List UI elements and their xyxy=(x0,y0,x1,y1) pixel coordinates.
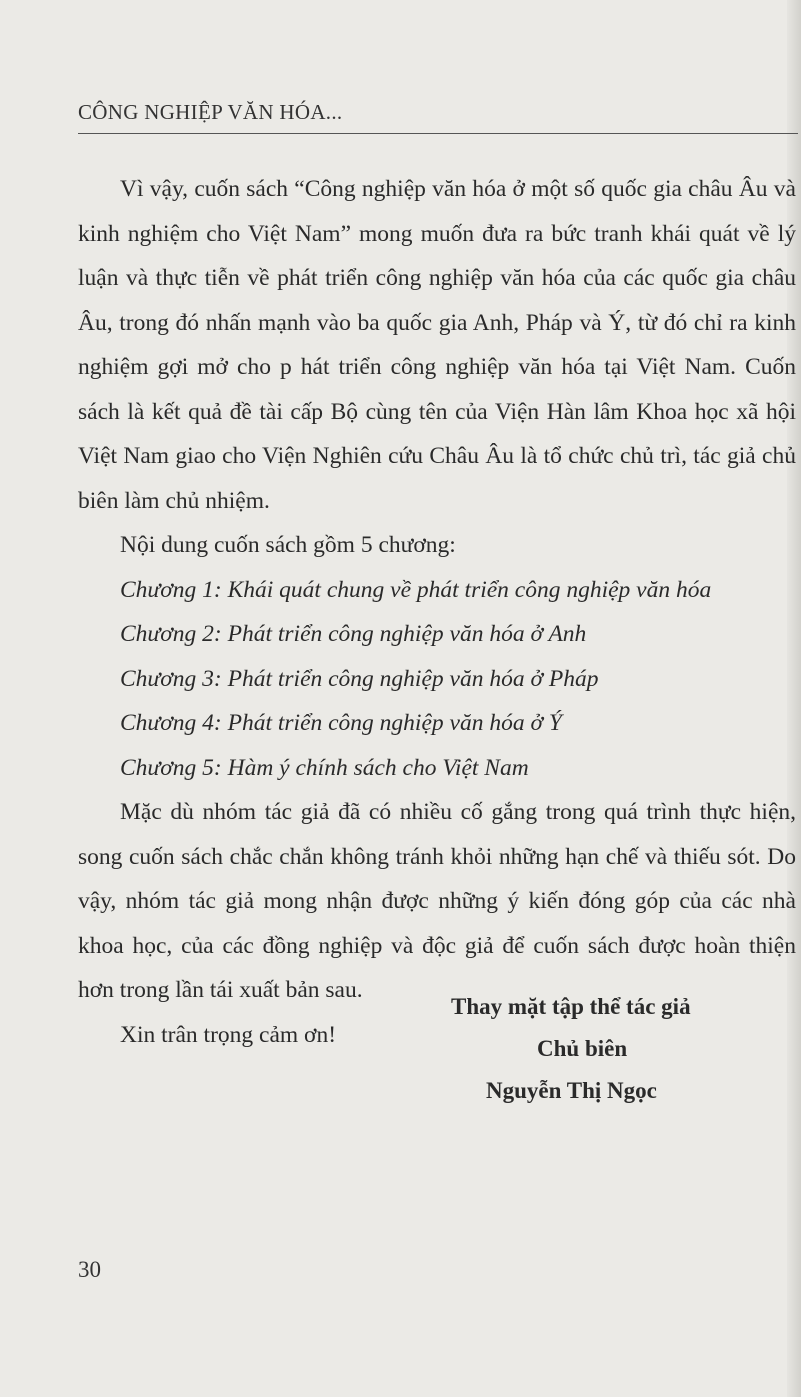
chapter-item-1: Chương 1: Khái quát chung về phát triển công nghiệp văn hóa xyxy=(120,576,712,603)
signature-on-behalf: Thay mặt tập thể tác giả xyxy=(451,994,691,1019)
chapter-item-5: Chương 5: Hàm ý chính sách cho Việt Nam xyxy=(120,754,529,781)
running-header: CÔNG NGHIỆP VĂN HÓA... xyxy=(78,100,343,124)
body-text xyxy=(78,167,796,1057)
contents-intro: Nội dung cuốn sách gồm 5 chương: xyxy=(120,532,456,558)
page-number: 30 xyxy=(78,1257,101,1282)
header-rule xyxy=(78,133,798,134)
closing-paragraph: Mặc dù nhóm tác giả đã có nhiều cố gắng trong quá trình thực hiện, song cuốn sách chắc chắn không tránh khỏi những hạn chế và thiếu sót. Do vậy, nhóm tác giả mong nhận được những ý kiến đóng góp của các nhà khoa học, của các đồng nghiệp và độc giả để cuốn sách được hoàn thiện hơn trong lần tái xuất bản sau. xyxy=(78,799,796,1003)
chapter-item-2: Chương 2: Phát triển công nghiệp văn hóa ở Anh xyxy=(120,621,587,647)
signature-role: Chủ biên xyxy=(537,1036,628,1061)
chapter-item-3: Chương 3: Phát triển công nghiệp văn hóa ở Pháp xyxy=(120,665,599,692)
thanks-line: Xin trân trọng cảm ơn! xyxy=(120,1021,337,1048)
intro-paragraph: Vì vậy, cuốn sách “Công nghiệp văn hóa ở một số quốc gia châu Âu và kinh nghiệm cho Việt Nam” mong muốn đưa ra bức tranh khái quát về lý luận và thực tiễn về phát triển công nghiệp văn hóa của các quốc gia châu Âu, trong đó nhấn mạnh vào ba quốc gia Anh, Pháp và Ý, từ đó chỉ ra kinh nghiệm gợi mở cho p hát triển công nghiệp văn hóa tại Việt Nam. Cuốn sách là kết quả đề tài cấp Bộ cùng tên của Viện Hàn lâm Khoa học xã hội Việt Nam giao cho Viện Nghiên cứu Châu Âu là tổ chức chủ trì, tác giả chủ biên làm chủ nhiệm. xyxy=(78,176,796,514)
chapter-item-4: Chương 4: Phát triển công nghiệp văn hóa ở Ý xyxy=(120,710,562,736)
signature-name: Nguyễn Thị Ngọc xyxy=(486,1078,657,1103)
